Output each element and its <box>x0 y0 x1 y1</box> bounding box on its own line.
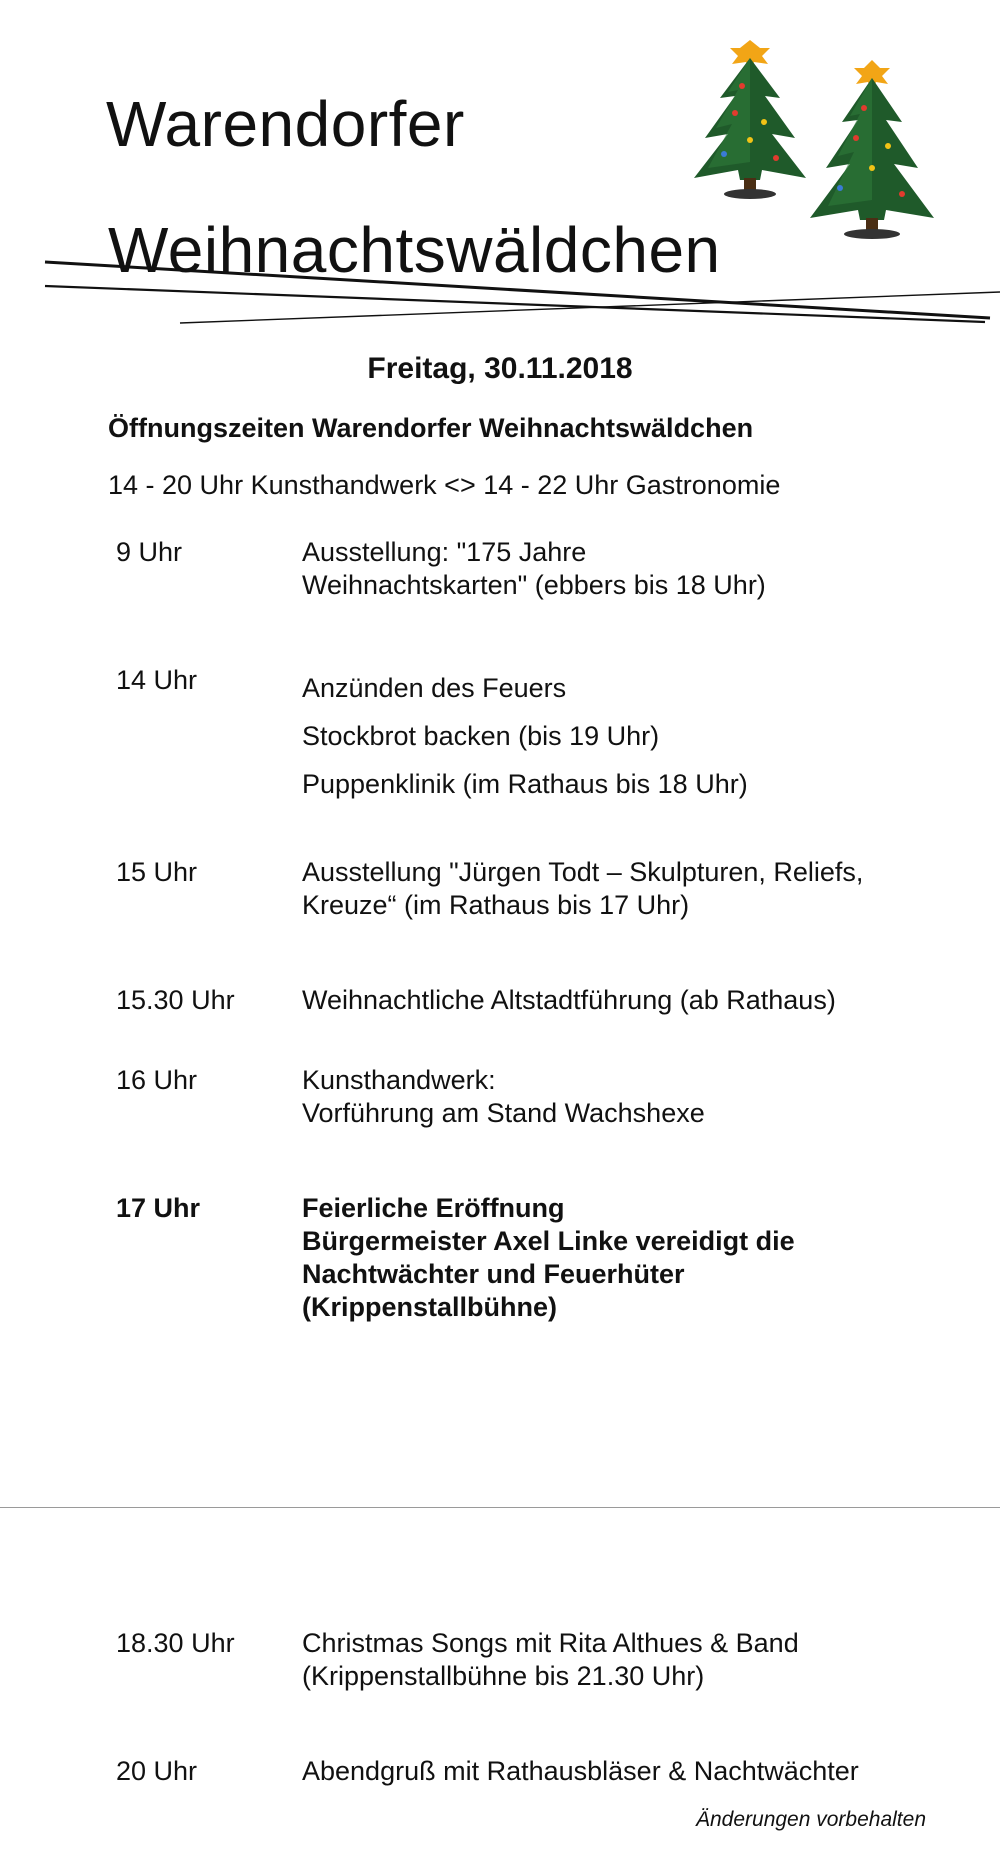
schedule-line: Ausstellung "Jürgen Todt – Skulpturen, Reliefs, <box>302 857 864 887</box>
event-date: Freitag, 30.11.2018 <box>367 352 633 385</box>
schedule-line: Nachtwächter und Feuerhüter <box>302 1259 685 1289</box>
schedule-line: Ausstellung: "175 Jahre <box>302 537 587 567</box>
schedule-time: 20 Uhr <box>116 1756 198 1786</box>
schedule-line: Bürgermeister Axel Linke vereidigt die <box>302 1226 795 1256</box>
christmas-tree-icon <box>694 40 806 199</box>
title-line-2: Weihnachtswäldchen <box>108 214 721 286</box>
schedule-description <box>302 1755 859 1788</box>
opening-hours-heading: Öffnungszeiten Warendorfer Weihnachtswäldchen <box>108 413 754 443</box>
schedule-line: Weihnachtskarten" (ebbers bis 18 Uhr) <box>302 570 766 600</box>
opening-hours-text: 14 - 20 Uhr Kunsthandwerk <> 14 - 22 Uhr Gastronomie <box>108 470 781 500</box>
header-rule-lines <box>0 250 1000 330</box>
schedule-time: 15 Uhr <box>116 857 198 887</box>
schedule-description <box>302 536 766 602</box>
schedule-line: Christmas Songs mit Rita Althues & Band <box>302 1628 799 1658</box>
schedule-time: 15.30 Uhr <box>116 985 235 1015</box>
schedule-line: (Krippenstallbühne) <box>302 1292 557 1322</box>
schedule-time: 9 Uhr <box>116 537 183 567</box>
footer-note: Änderungen vorbehalten <box>695 1808 926 1831</box>
schedule-line: Kreuze“ (im Rathaus bis 17 Uhr) <box>302 890 690 920</box>
schedule-time: 16 Uhr <box>116 1065 198 1095</box>
schedule-time: 18.30 Uhr <box>116 1628 235 1658</box>
christmas-tree-icon <box>810 60 934 239</box>
schedule-time: 14 Uhr <box>116 665 198 695</box>
schedule-line: (Krippenstallbühne bis 21.30 Uhr) <box>302 1661 705 1691</box>
schedule-description <box>302 984 836 1017</box>
schedule-description <box>302 664 748 808</box>
schedule-line: Stockbrot backen (bis 19 Uhr) <box>302 721 660 751</box>
schedule-line: Anzünden des Feuers <box>302 673 567 703</box>
schedule-line: Abendgruß mit Rathausbläser & Nachtwächter <box>302 1756 859 1786</box>
schedule-line: Vorführung am Stand Wachshexe <box>302 1098 705 1128</box>
schedule-description <box>302 856 863 922</box>
schedule-line: Kunsthandwerk: <box>302 1065 496 1095</box>
christmas-trees-image <box>680 18 980 248</box>
schedule-line: Feierliche Eröffnung <box>302 1193 565 1223</box>
schedule-line: Weihnachtliche Altstadtführung (ab Rathaus) <box>302 985 836 1015</box>
page-break-divider <box>0 1507 1000 1508</box>
schedule-time: 17 Uhr <box>116 1193 201 1223</box>
title-line-1: Warendorfer <box>106 88 465 160</box>
schedule-description <box>302 1064 705 1130</box>
schedule-description <box>302 1192 795 1324</box>
schedule-line: Puppenklinik (im Rathaus bis 18 Uhr) <box>302 769 748 799</box>
schedule-description <box>302 1627 799 1693</box>
